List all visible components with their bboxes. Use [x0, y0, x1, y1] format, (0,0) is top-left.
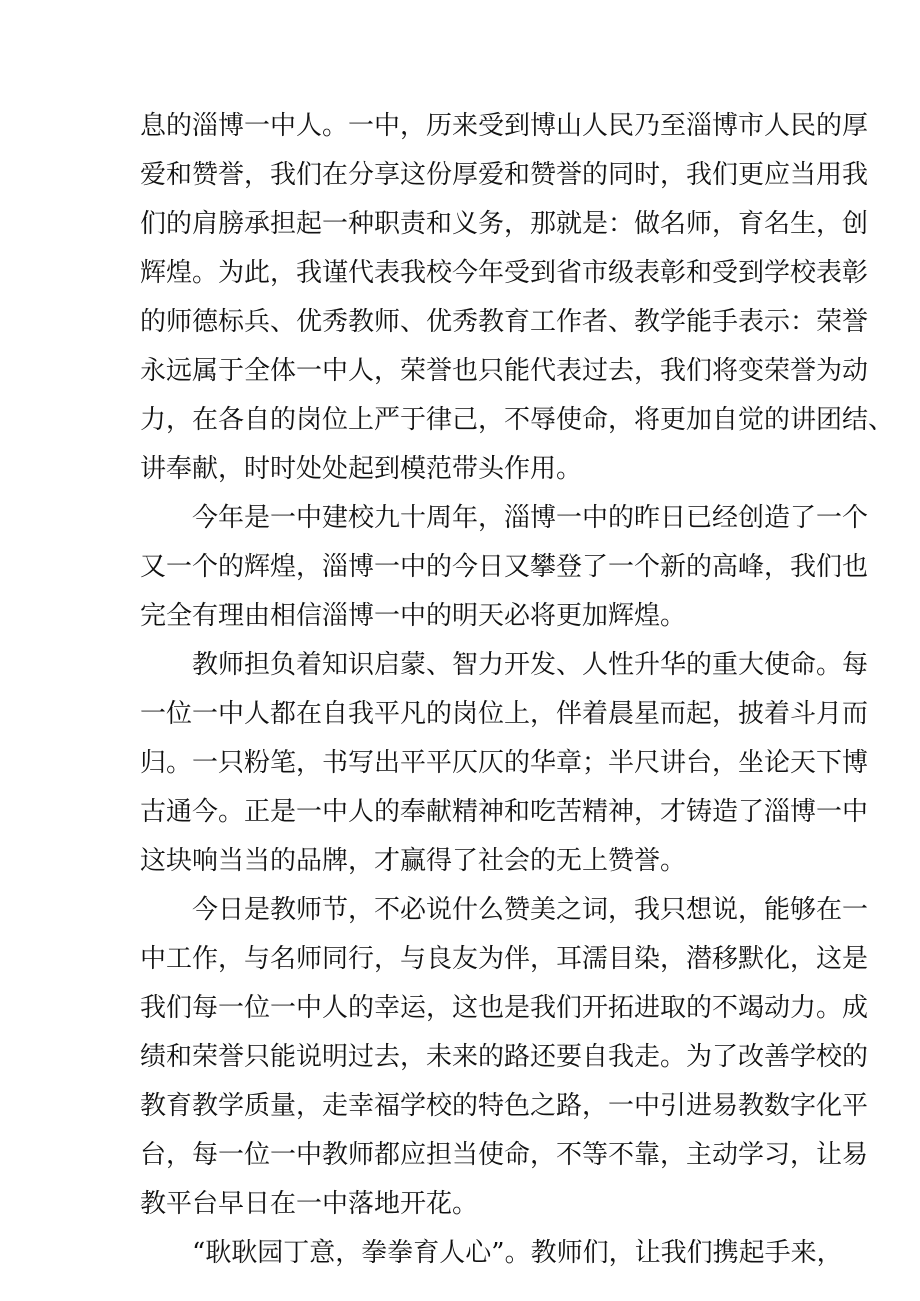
- text-line: 台，每一位一中教师都应担当使命，不等不靠，主动学习，让易: [140, 1140, 869, 1170]
- text-line: 爱和赞誉，我们在分享这份厚爱和赞誉的同时，我们更应当用我: [140, 160, 869, 190]
- text-line: 古通今。正是一中人的奉献精神和吃苦精神，才铸造了淄博一中: [140, 797, 869, 827]
- text-line: 教平台早日在一中落地开花。: [140, 1189, 479, 1219]
- text-line: 归。一只粉笔，书写出平平仄仄的华章；半尺讲台，坐论天下博: [140, 748, 869, 778]
- text-line: 中工作，与名师同行，与良友为伴，耳濡目染，潜移默化，这是: [140, 944, 869, 974]
- text-line: 的师德标兵、优秀教师、优秀教育工作者、教学能手表示：荣誉: [140, 307, 869, 337]
- document-body: [140, 102, 895, 1278]
- paragraph-first-line: “耿耿园丁意，拳拳育人心”。教师们，让我们携起手来，: [192, 1238, 843, 1268]
- text-line: 绩和荣誉只能说明过去，未来的路还要自我走。为了改善学校的: [140, 1042, 869, 1072]
- text-line: 力，在各自的岗位上严于律己，不辱使命，将更加自觉的讲团结、: [140, 405, 895, 435]
- text-line: 永远属于全体一中人，荣誉也只能代表过去，我们将变荣誉为动: [140, 356, 869, 386]
- text-line: 息的淄博一中人。一中，历来受到博山人民乃至淄博市人民的厚: [140, 111, 869, 141]
- text-line: 又一个的辉煌，淄博一中的今日又攀登了一个新的高峰，我们也: [140, 552, 869, 582]
- text-line: 完全有理由相信淄博一中的明天必将更加辉煌。: [140, 601, 687, 631]
- text-line: 们的肩膀承担起一种职责和义务，那就是：做名师，育名生，创: [140, 209, 869, 239]
- paragraph-first-line: 今日是教师节，不必说什么赞美之词，我只想说，能够在一: [192, 895, 869, 925]
- text-line: 我们每一位一中人的幸运，这也是我们开拓进取的不竭动力。成: [140, 993, 869, 1023]
- text-line: 教育教学质量，走幸福学校的特色之路，一中引进易教数字化平: [140, 1091, 869, 1121]
- text-line: 一位一中人都在自我平凡的岗位上，伴着晨星而起，披着斗月而: [140, 699, 869, 729]
- text-line: 讲奉献，时时处处起到模范带头作用。: [140, 454, 583, 484]
- paragraph-first-line: 今年是一中建校九十周年，淄博一中的昨日已经创造了一个: [192, 503, 869, 533]
- text-line: 辉煌。为此，我谨代表我校今年受到省市级表彰和受到学校表彰: [140, 258, 869, 288]
- paragraph-first-line: 教师担负着知识启蒙、智力开发、人性升华的重大使命。每: [192, 650, 869, 680]
- text-line: 这块响当当的品牌，才赢得了社会的无上赞誉。: [140, 846, 687, 876]
